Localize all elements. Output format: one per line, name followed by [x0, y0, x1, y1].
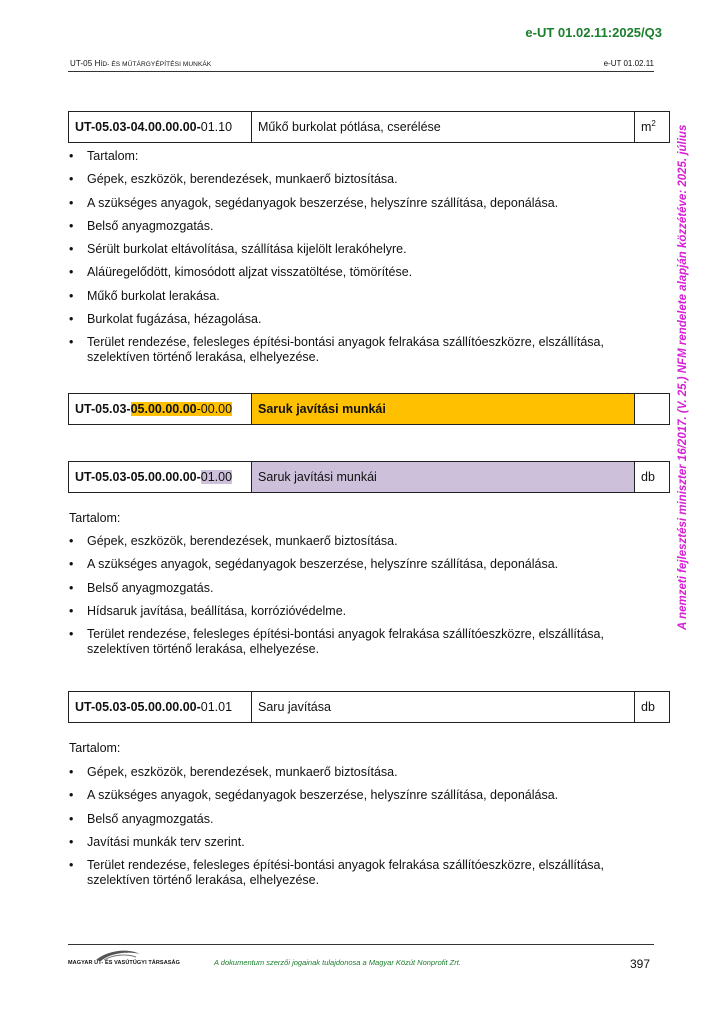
header-doc-ref: e-UT 01.02.11 [603, 59, 654, 68]
list-item: • Terület rendezése, felesleges építési-bontási anyagok felrakása szállítóeszközre, elszállítása, szelektíven történő lerakása, elhelyezése. [69, 627, 629, 657]
item-code-prefix: UT-05.03-05.00.00.00- [75, 700, 201, 714]
item-code-cell [69, 462, 252, 493]
association-logo-text: MAGYAR UT- ÉS VASÚTÜGYI TÁRSASÁG [68, 960, 180, 966]
item-code-row [69, 692, 670, 723]
list-item: • Gépek, eszközök, berendezések, munkaerő biztosítása. [69, 765, 629, 780]
list-item: • Belső anyagmozgatás. [69, 581, 629, 596]
item-title-cell: Saruk javítási munkái [252, 462, 635, 493]
copyright-note: A dokumentum szerzői jogainak tulajdonosa a Magyar Közút Nonprofit Zrt. [214, 958, 461, 967]
item-code-row [69, 394, 670, 425]
list-item: • Burkolat fugázása, hézagolása. [69, 312, 629, 327]
item-unit: m [641, 120, 652, 135]
list-item: • Gépek, eszközök, berendezések, munkaerő biztosítása. [69, 534, 629, 549]
item-content-list-1 [69, 149, 629, 374]
list-item: • Belső anyagmozgatás. [69, 812, 629, 827]
content-heading: Tartalom: [69, 741, 121, 755]
item-unit-cell [635, 394, 670, 425]
item-code-table-3 [68, 461, 670, 493]
item-title-cell: Saruk javítási munkái [252, 394, 635, 425]
list-item: • A szükséges anyagok, segédanyagok beszerzése, helyszínre szállítása, deponálása. [69, 196, 629, 211]
item-code-prefix: UT-05.03- [75, 402, 131, 416]
item-content-list-4 [69, 765, 629, 896]
item-code-table-4 [68, 691, 670, 723]
item-code-row [69, 112, 670, 143]
footer-divider [68, 944, 654, 945]
item-code-table-1 [68, 111, 670, 143]
list-item: • Aláüregelődött, kimosódott aljzat visszatöltése, tömörítése. [69, 265, 629, 280]
list-item: • Sérült burkolat eltávolítása, szállítása kijelölt lerakóhelyre. [69, 242, 629, 257]
association-logo-icon [68, 948, 164, 970]
publication-side-note: A nemzeti fejlesztési miniszter 16/2017. (V. 25.) NFM rendelete alapján közzétéve: 2025. július [677, 124, 689, 630]
item-code-suffix: -00.00 [196, 402, 233, 416]
item-code-cell [69, 692, 252, 723]
list-item: • Hídsaruk javítása, beállítása, korrózióvédelme. [69, 604, 629, 619]
item-code-prefix: UT-05.03-05.00.00.00- [75, 470, 201, 484]
list-item: • Tartalom: [69, 149, 629, 164]
item-code-cell [69, 394, 252, 425]
list-item: • A szükséges anyagok, segédanyagok beszerzése, helyszínre szállítása, deponálása. [69, 557, 629, 572]
header-chapter-small: ÍD- ÉS MŰTÁRGYÉPÍTÉSI MUNKÁK [100, 61, 212, 68]
item-code-row [69, 462, 670, 493]
content-heading: Tartalom: [69, 511, 121, 525]
list-item: • Belső anyagmozgatás. [69, 219, 629, 234]
item-code-suffix: 01.00 [200, 470, 233, 484]
item-unit-cell: db [635, 692, 670, 723]
list-item: • Terület rendezése, felesleges építési-bontási anyagok felrakása szállítóeszközre, elszállítása, szelektíven történő lerakása, elhelyezése. [69, 858, 629, 888]
item-title-cell: Saru javítása [252, 692, 635, 723]
item-code-prefix: UT-05.03-04.00.00.00- [75, 120, 201, 134]
header-chapter-title [70, 59, 211, 68]
item-code-cell [69, 112, 252, 143]
item-code-table-2 [68, 393, 670, 425]
item-code-suffix: 01.01 [200, 700, 233, 714]
header-chapter-main: UT-05 H [70, 59, 101, 68]
list-item: • Gépek, eszközök, berendezések, munkaerő biztosítása. [69, 172, 629, 187]
list-item: • Javítási munkák terv szerint. [69, 835, 629, 850]
list-item: • Terület rendezése, felesleges építési-bontási anyagok felrakása szállítóeszközre, elszállítása, szelektíven történő lerakása, elhelyezése. [69, 335, 629, 365]
list-item: • Műkő burkolat lerakása. [69, 289, 629, 304]
item-code-highlight: 05.00.00.00 [130, 402, 197, 416]
item-unit-cell: db [635, 462, 670, 493]
document-code: e-UT 01.02.11:2025/Q3 [525, 25, 662, 40]
page-number: 397 [629, 957, 650, 971]
item-code-suffix: 01.10 [200, 120, 233, 134]
item-title-cell: Műkő burkolat pótlása, cserélése [252, 112, 635, 143]
item-unit-cell [635, 112, 670, 143]
item-unit-superscript: 2 [651, 119, 656, 129]
item-content-list-3 [69, 534, 629, 665]
header-divider [68, 71, 654, 72]
list-item: • A szükséges anyagok, segédanyagok beszerzése, helyszínre szállítása, deponálása. [69, 788, 629, 803]
